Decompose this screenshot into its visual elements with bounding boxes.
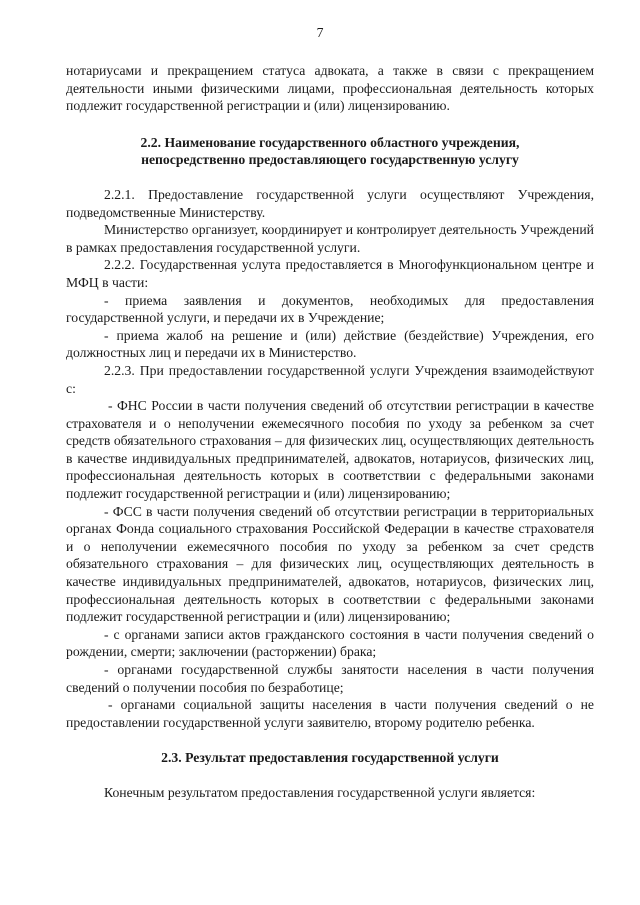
section-2-2-heading-line1: 2.2. Наименование государственного областного учреждения, bbox=[140, 134, 520, 150]
list-item-application-intake: - приема заявления и документов, необходимых для предоставления государственной услуги, и передачи их в Учреждение; bbox=[66, 292, 594, 326]
paragraph-2-2-2: 2.2.2. Государственная услута предоставляется в Многофункциональном центре и МФЦ в части: bbox=[66, 257, 594, 290]
paragraph-2-3-result: Конечным результатом предоставления государственной услуги является: bbox=[104, 784, 536, 800]
list-item-fss: - ФСС в части получения сведений об отсутствии регистрации в территориальных органах Фонда социального страхования Российской Федерации в качестве страхователя и о неполучении ежемесячного пособия по уходу за ребенком за счет средств обязательного страхования – для физических лиц, осуществляющих деятельность в качестве индивидуальных предпринимателей, адвокатов, нотариусов, физических лиц, профессиональная деятельность которых в соответствии с федеральными законами подлежит государственной регистрации и (или) лицензированию; bbox=[66, 503, 594, 625]
list-item-civil-registry: - с органами записи актов гражданского состояния в части получения сведений о рождении, смерти; заключении (расторжении) брака; bbox=[66, 626, 594, 660]
page-number: 7 bbox=[316, 25, 324, 40]
section-2-3-heading: 2.3. Результат предоставления государственной услуги bbox=[161, 750, 499, 766]
paragraph-2-2-1: 2.2.1. Предоставление государственной услуги осуществляют Учреждения, подведомственные Министерству. bbox=[66, 186, 594, 220]
paragraph-ministry-role: Министерство организует, координирует и контролирует деятельность Учреждений в рамках предоставления государственной услуги. bbox=[66, 222, 594, 255]
list-item-social-protection: - органами социальной защиты населения в части получения сведений о не предоставлении государственной услуги заявителю, второму родителю ребенка. bbox=[66, 697, 594, 730]
document-body bbox=[66, 62, 594, 802]
list-item-employment-service: - органами государственной службы занятости населения в части получения сведений о получении пособия по безработице; bbox=[66, 662, 594, 695]
section-2-2-heading-line2: непосредственно предоставляющего государственную услугу bbox=[141, 152, 519, 168]
list-item-fns: - ФНС России в части получения сведений об отсутствии регистрации в качестве страхователя и о неполучении ежемесячного пособия по уходу за ребенком за счет средств обязательного страхования – для физических лиц, осуществляющих деятельность в качестве индивидуальных предпринимателей, адвокатов, нотариусов, физических лиц, профессиональная деятельность которых в соответствии с федеральными законами подлежит государственной регистрации и (или) лицензированию; bbox=[66, 398, 594, 502]
paragraph-2-2-3: 2.2.3. При предоставлении государственной услуги Учреждения взаимодействуют с: bbox=[66, 362, 594, 396]
intro-paragraph: нотариусами и прекращением статуса адвоката, а также в связи с прекращением деятельности иными физическими лицами, профессиональная деятельность которых подлежит государственной регистрации и (или) лицензированию. bbox=[66, 63, 594, 114]
list-item-complaints-intake: - приема жалоб на решение и (или) действие (бездействие) Учреждения, его должностных лиц и передачи их в Министерство. bbox=[66, 327, 594, 361]
